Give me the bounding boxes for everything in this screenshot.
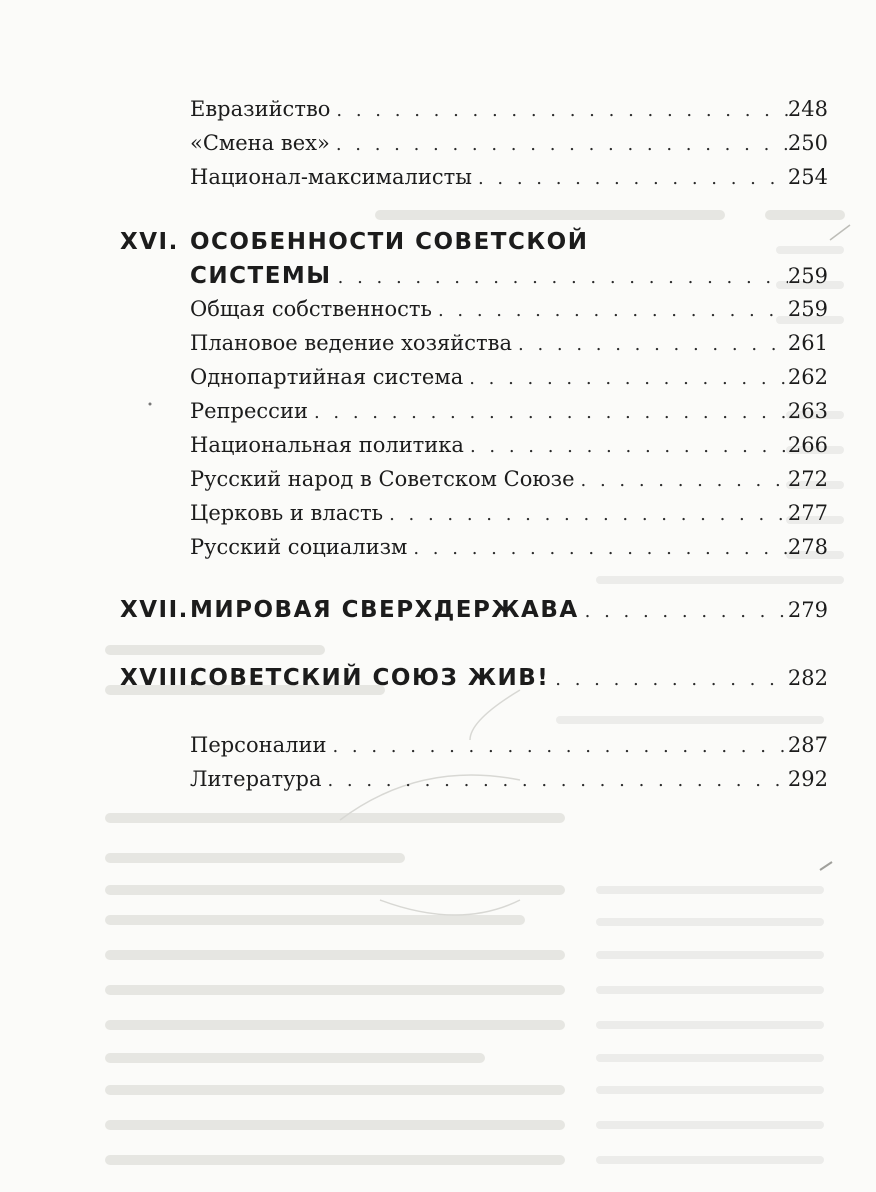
toc-entry-page: 263 (787, 399, 828, 423)
chapter-title-line1: ОСОБЕННОСТИ СОВЕТСКОЙ (190, 229, 589, 255)
chapter-heading (120, 665, 828, 699)
dot-leader (463, 368, 788, 389)
toc-entry-title: Однопартийная система (190, 365, 464, 389)
chapter-number: XVII. (120, 597, 189, 623)
toc-entry-page: 287 (787, 733, 828, 757)
toc-entry-page: 272 (787, 467, 828, 491)
dot-leader (383, 504, 788, 525)
chapter-page: 259 (787, 264, 828, 288)
toc-entry (190, 767, 828, 799)
toc-entry (190, 733, 828, 765)
chapter-page: 282 (787, 666, 828, 690)
toc-entry-title: Русский социализм (190, 535, 408, 559)
toc-entry-page: 277 (787, 501, 828, 525)
toc-entry-page: 259 (787, 297, 828, 321)
toc-entry-page: 261 (787, 331, 828, 355)
toc-entry-page: 262 (787, 365, 828, 389)
dot-leader (332, 267, 788, 288)
toc-entry-title: Плановое ведение хозяйства (190, 331, 512, 355)
chapter-number: XVIII. (120, 665, 199, 691)
toc-entry-title: «Смена вех» (190, 131, 330, 155)
dot-leader (512, 334, 788, 355)
chapter-title: МИРОВАЯ СВЕРХДЕРЖАВА (190, 597, 579, 623)
chapter-heading-continued (190, 263, 828, 297)
toc-entry-title: Национал-максималисты (190, 165, 472, 189)
dot-leader (407, 538, 788, 559)
toc-entry (190, 165, 828, 197)
toc-entry-title: Общая собственность (190, 297, 432, 321)
dot-leader (575, 470, 788, 491)
toc-entry (190, 399, 828, 431)
chapter-page: 279 (787, 598, 828, 622)
dot-leader (579, 601, 788, 622)
toc-entry-title: Литература (190, 767, 322, 791)
toc-entry-title: Репрессии (190, 399, 308, 423)
toc-entry (190, 331, 828, 363)
toc-entry-page: 292 (787, 767, 828, 791)
dot-leader (330, 100, 787, 121)
dot-leader (432, 300, 788, 321)
dot-leader (321, 770, 787, 791)
toc-entry-page: 278 (787, 535, 828, 559)
chapter-title-line2: СИСТЕМЫ (190, 263, 332, 289)
toc-entry-page: 266 (787, 433, 828, 457)
dot-leader (464, 436, 788, 457)
toc-entry-title: Национальная политика (190, 433, 464, 457)
dot-leader (472, 168, 788, 189)
toc-entry-page: 254 (787, 165, 828, 189)
toc-entry (190, 535, 828, 567)
dot-leader (308, 402, 788, 423)
dot-leader (330, 134, 788, 155)
toc-entry (190, 97, 828, 129)
toc-entry-title: Персоналии (190, 733, 327, 757)
toc-entry-title: Русский народ в Советском Союзе (190, 467, 575, 491)
toc-entry (190, 297, 828, 329)
toc-entry-page: 248 (787, 97, 828, 121)
toc-entry-title: Евразийство (190, 97, 331, 121)
toc-entry (190, 501, 828, 533)
dot-leader (549, 669, 788, 690)
chapter-heading (120, 597, 828, 631)
toc-entry (190, 467, 828, 499)
toc-entry (190, 433, 828, 465)
toc-entry (190, 131, 828, 163)
toc-entry (190, 365, 828, 397)
toc-entry-page: 250 (787, 131, 828, 155)
dot-leader (326, 736, 787, 757)
chapter-heading (120, 229, 828, 263)
chapter-title: СОВЕТСКИЙ СОЮЗ ЖИВ! (190, 665, 550, 691)
toc-entry-title: Церковь и власть (190, 501, 384, 525)
chapter-number: XVI. (120, 229, 179, 255)
